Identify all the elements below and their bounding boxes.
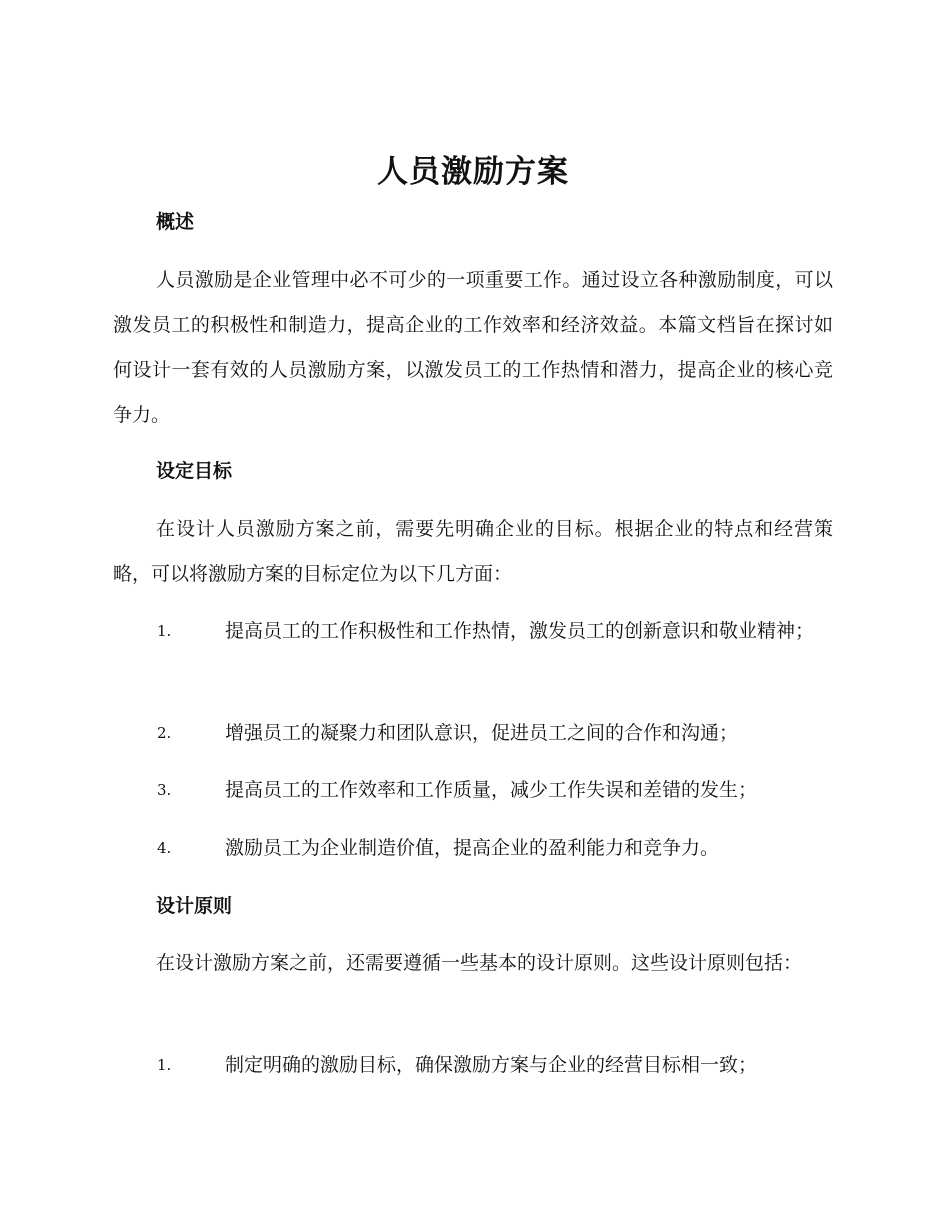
overview-paragraph: 人员激励是企业管理中必不可少的一项重要工作。通过设立各种激励制度，可以激发员工的积极性和制造力，提高企业的工作效率和经济效益。本篇文档旨在探讨如何设计一套有效的人员激励方案，以激发员工的工作热情和潜力，提高企业的核心竞争力。 [113,269,833,426]
section-heading-goals: 设定目标 [156,460,233,482]
list-item-text: 制定明确的激励目标，确保激励方案与企业的经营目标相一致； [225,1054,758,1076]
document-page [113,0,833,1230]
list-item-text: 提高员工的工作积极性和工作热情，激发员工的创新意识和敬业精神； [225,620,815,642]
section-heading-principles: 设计原则 [156,895,233,917]
list-item [113,711,833,756]
document-title: 人员激励方案 [377,154,569,190]
principles-paragraph: 在设计激励方案之前，还需要遵循一些基本的设计原则。这些设计原则包括： [156,952,803,974]
list-item [113,609,833,654]
list-item-number: 4. [157,839,172,857]
list-item-text: 提高员工的工作效率和工作质量，减少工作失误和差错的发生； [225,779,758,801]
list-item-number: 1. [157,622,172,640]
list-item-number: 2. [157,724,172,742]
goals-paragraph: 在设计人员激励方案之前，需要先明确企业的目标。根据企业的特点和经营策略，可以将激励方案的目标定位为以下几方面： [113,518,833,585]
list-item [113,826,833,871]
list-item-text: 激励员工为企业制造价值，提高企业的盈利能力和竞争力。 [225,837,720,859]
list-item-text: 增强员工的凝聚力和团队意识，促进员工之间的合作和沟通； [225,722,739,744]
list-item [113,1043,833,1088]
list-item [113,768,833,813]
list-item-number: 3. [157,781,172,799]
list-item-number: 1. [157,1056,172,1074]
section-heading-overview: 概述 [156,211,195,233]
